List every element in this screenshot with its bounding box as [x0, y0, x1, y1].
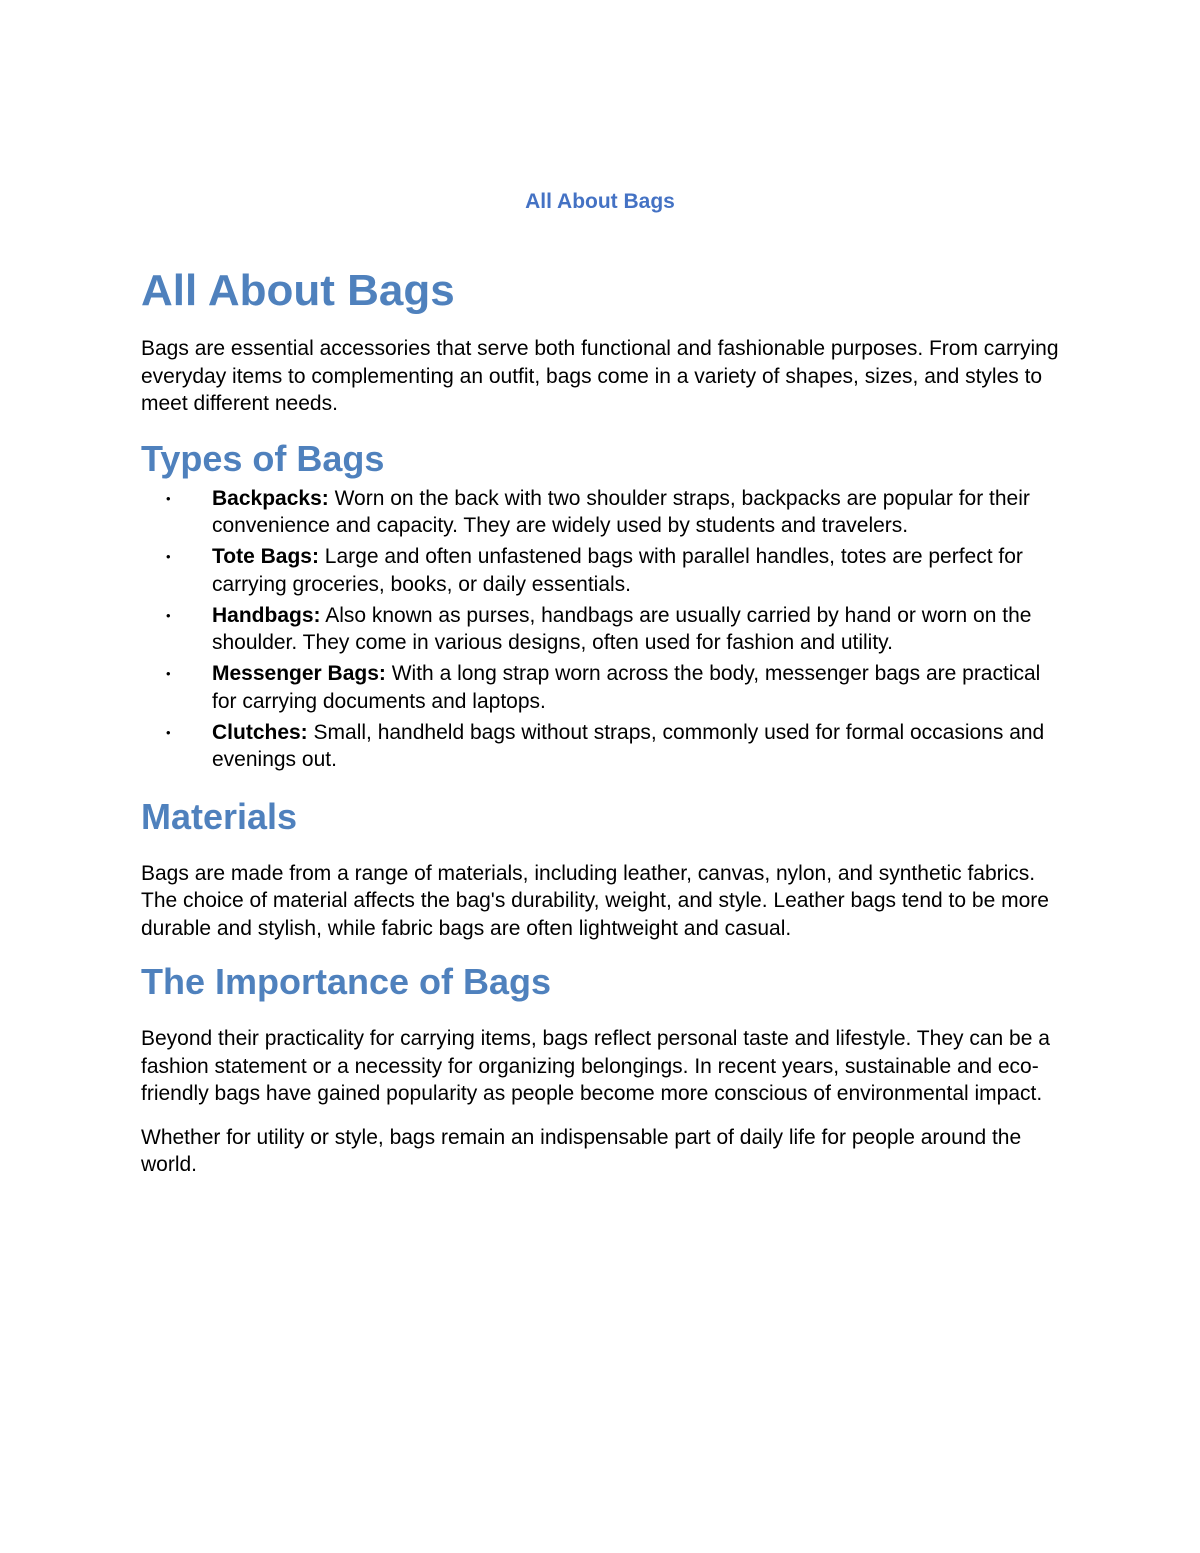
types-heading: Types of Bags: [141, 437, 385, 479]
list-item-description: Large and often unfastened bags with parallel handles, totes are perfect for carrying groceries, books, or daily essentials.: [212, 545, 1023, 596]
list-item-description: Small, handheld bags without straps, commonly used for formal occasions and evenings out.: [212, 720, 1045, 771]
bullet-icon: •: [166, 607, 171, 623]
list-item-term: Clutches:: [212, 720, 308, 744]
materials-paragraph: Bags are made from a range of materials, including leather, canvas, nylon, and synthetic fabrics. The choice of material affects the bag's durability, weight, and style. Leather bags tend to be more durable and stylish, while fabric bags are often lightweight and casual.: [141, 861, 1049, 940]
list-item: [141, 719, 1061, 774]
list-item-description: With a long strap worn across the body, messenger bags are practical for carrying documents and laptops.: [212, 662, 1041, 713]
closing-paragraph: Whether for utility or style, bags remain an indispensable part of daily life for people around the world.: [141, 1125, 1022, 1176]
bullet-icon: •: [166, 724, 171, 740]
list-item-term: Tote Bags:: [212, 545, 319, 568]
page-header-title: All About Bags: [525, 190, 675, 213]
bullet-icon: •: [166, 666, 171, 681]
list-item-term: Backpacks:: [212, 486, 329, 510]
materials-heading: Materials: [141, 795, 298, 837]
bullet-icon: •: [166, 490, 171, 506]
bullet-icon: •: [166, 549, 171, 564]
list-item-term: Messenger Bags:: [212, 662, 386, 685]
list-item: [141, 660, 1061, 715]
importance-heading: The Importance of Bags: [141, 961, 552, 1002]
list-item-description: Also known as purses, handbags are usually carried by hand or worn on the shoulder. They come in various designs, often used for fashion and utility.: [212, 603, 1032, 654]
list-item: [141, 543, 1061, 598]
list-item-description: Worn on the back with two shoulder straps, backpacks are popular for their convenience and capacity. They are widely used by students and travelers.: [212, 486, 1030, 537]
importance-paragraph: Beyond their practicality for carrying items, bags reflect personal taste and lifestyle. They can be a fashion statement or a necessity for organizing belongings. In recent years, sustainable and eco-friendly bags have gained popularity as people become more conscious of environmental impact.: [141, 1027, 1050, 1105]
list-item: [141, 602, 1061, 657]
intro-paragraph: Bags are essential accessories that serve both functional and fashionable purposes. From carrying everyday items to complementing an outfit, bags come in a variety of shapes, sizes, and styles to meet different needs.: [141, 337, 1059, 415]
types-list: [141, 485, 1061, 774]
list-item-term: Handbags:: [212, 603, 321, 627]
document-body: [141, 262, 1061, 1179]
document-title: All About Bags: [141, 266, 455, 315]
list-item: [141, 485, 1061, 540]
